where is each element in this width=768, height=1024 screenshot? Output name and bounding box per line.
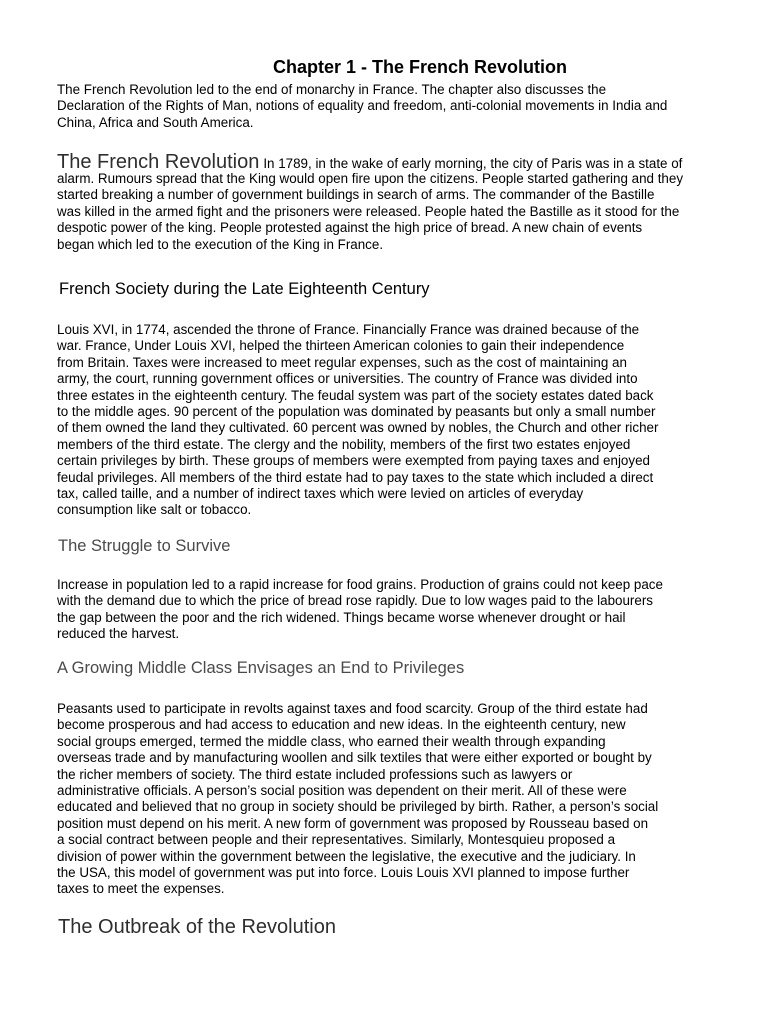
paragraph-line: reduced the harvest.	[57, 626, 180, 642]
paragraph-line: despotic power of the king. People protested against the high price of bread. A new chain of events	[57, 220, 643, 236]
paragraph-line: tax, called taille, and a number of indirect taxes which were levied on articles of everyday	[57, 486, 584, 502]
paragraph-line: the USA, this model of government was put into force. Louis Louis XVI planned to impose further	[57, 865, 630, 881]
french-revolution-paragraph	[57, 153, 683, 253]
paragraph-line: feudal privileges. All members of the third estate had to pay taxes to the state which included a direct	[57, 469, 654, 485]
intro-paragraph	[57, 82, 667, 131]
paragraph-line: began which led to the execution of the King in France.	[57, 236, 384, 252]
paragraph-line: of them owned the land they cultivated. 60 percent was owned by nobles, the Church and other richer	[57, 420, 659, 436]
paragraph-line: position must depend on his merit. A new form of government was proposed by Rousseau based on	[57, 815, 649, 831]
paragraph-line: Peasants used to participate in revolts against taxes and food scarcity. Group of the third estate had	[57, 701, 648, 716]
paragraph-line: Louis XVI, in 1774, ascended the throne of France. Financially France was drained because of the	[57, 322, 640, 337]
paragraph-line: alarm. Rumours spread that the King would open fire upon the citizens. People started gathering and they	[57, 171, 684, 186]
section-heading-french-revolution: The French Revolution	[57, 151, 260, 173]
struggle-paragraph	[57, 577, 663, 643]
section-heading-outbreak: The Outbreak of the Revolution	[58, 916, 336, 938]
paragraph-line: to the middle ages. 90 percent of the population was dominated by peasants but only a small number	[57, 404, 656, 420]
section-heading-middle-class: A Growing Middle Class Envisages an End to Privileges	[57, 659, 465, 677]
paragraph-line: division of power within the government between the legislative, the executive and the judiciary. In	[57, 848, 636, 864]
paragraph-line: taxes to meet the expenses.	[57, 881, 225, 897]
paragraph-line: become prosperous and had access to education and new ideas. In the eighteenth century, new	[57, 717, 626, 733]
paragraph-line: army, the court, running government offices or universities. The country of France was divided into	[57, 371, 638, 387]
paragraph-line: war. France, Under Louis XVI, helped the thirteen American colonies to gain their independence	[57, 338, 625, 354]
paragraph-line: a social contract between people and their representatives. Similarly, Montesquieu proposed a	[57, 832, 616, 848]
middle-class-paragraph	[57, 701, 658, 898]
paragraph-line: with the demand due to which the price of bread rose rapidly. Due to low wages paid to the labourers	[57, 593, 653, 609]
page-title: Chapter 1 - The French Revolution	[272, 57, 568, 78]
paragraph-line: administrative officials. A person’s social position was dependent on their merit. All of these were	[57, 783, 627, 799]
paragraph-line: The French Revolution led to the end of monarchy in France. The chapter also discusses the	[57, 82, 607, 97]
paragraph-line: members of the third estate. The clergy and the nobility, members of the first two estates enjoyed	[57, 436, 631, 452]
paragraph-line: from Britain. Taxes were increased to meet regular expenses, such as the cost of maintaining an	[57, 354, 627, 370]
paragraph-line: social groups emerged, termed the middle class, who earned their wealth through expanding	[57, 733, 606, 749]
paragraph-line: started breaking a number of government buildings in search of arms. The commander of the Bastille	[57, 187, 655, 203]
paragraph-line: China, Africa and South America.	[57, 114, 254, 130]
french-society-paragraph	[57, 322, 658, 519]
section-heading-french-society: French Society during the Late Eighteenth Century	[59, 280, 430, 298]
paragraph-line: consumption like salt or tobacco.	[57, 502, 252, 518]
paragraph-line: Declaration of the Rights of Man, notions of equality and freedom, anti-colonial movements in India and	[57, 98, 668, 114]
paragraph-line: the gap between the poor and the rich widened. Things became worse whenever drought or hail	[57, 609, 626, 625]
paragraph-line: Increase in population led to a rapid increase for food grains. Production of grains could not keep pace	[57, 577, 663, 592]
paragraph-line: was killed in the armed fight and the prisoners were released. People hated the Bastille as it stood for the	[57, 203, 680, 219]
paragraph-line: overseas trade and by manufacturing woollen and silk textiles that were either exported or bought by	[57, 750, 652, 766]
section-heading-struggle: The Struggle to Survive	[58, 537, 231, 555]
paragraph-text: In 1789, in the wake of early morning, the city of Paris was in a state of	[263, 156, 683, 171]
paragraph-line: the richer members of society. The third estate included professions such as lawyers or	[57, 766, 573, 782]
paragraph-line: three estates in the eighteenth century. The feudal system was part of the society estates dated back	[57, 387, 654, 403]
paragraph-line: educated and believed that no group in society should be privileged by birth. Rather, a person’s social	[57, 799, 659, 815]
paragraph-line: certain privileges by birth. These groups of members were exempted from paying taxes and enjoyed	[57, 453, 650, 469]
